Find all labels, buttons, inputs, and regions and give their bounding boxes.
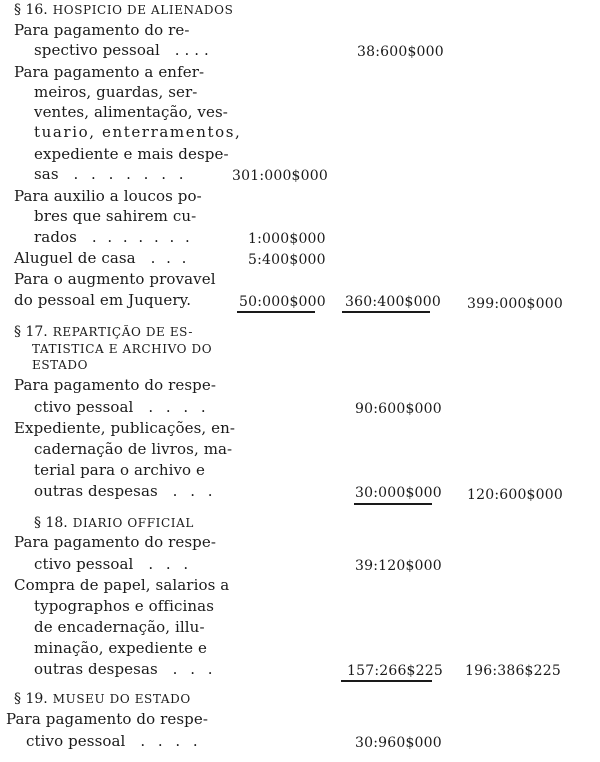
item-text: minação, expediente e [34, 639, 207, 657]
amount: 50:000$000 [239, 294, 326, 310]
item-text: rados . . . . . . . [34, 228, 193, 246]
section-number: § 19. [14, 691, 48, 707]
item-text: Aluguel de casa . . . [14, 249, 190, 267]
item-text: spectivo pessoal . . . . [34, 41, 209, 59]
item-text: ctivo pessoal . . . . [26, 732, 202, 750]
amount: 90:600$000 [355, 401, 442, 417]
item-text: Para pagamento do respe- [14, 376, 217, 394]
item-text: typographos e officinas [34, 597, 214, 615]
section-number: § 16. [14, 2, 48, 18]
section-title: REPARTIÇÃO DE ES- [52, 325, 194, 339]
item-text: Compra de papel, salarios a [14, 576, 230, 594]
item-text: sas . . . . . . . [34, 165, 188, 183]
item-text: Expediente, publicações, en- [14, 419, 236, 437]
section-18-heading [34, 515, 194, 532]
item-text: outras despesas . . . [34, 482, 217, 500]
underline-rule [341, 680, 432, 682]
amount: 5:400$000 [248, 252, 326, 268]
item-text: bres que sahirem cu- [34, 207, 197, 225]
item-text: ctivo pessoal . . . . [34, 398, 210, 416]
section-title: HOSPICIO DE ALIENADOS [52, 3, 234, 17]
item-text: de encadernação, illu- [34, 618, 205, 636]
item-text: ventes, alimentação, ves- [34, 103, 228, 121]
total-amount: 196:386$225 [465, 663, 561, 679]
item-text: ctivo pessoal . . . [34, 555, 193, 573]
section-16-heading [14, 2, 233, 19]
amount: 157:266$225 [347, 663, 443, 679]
item-text: tuario, enterramentos, [34, 123, 242, 141]
amount: 39:120$000 [355, 558, 442, 574]
item-text: do pessoal em Juquery. [14, 291, 192, 309]
section-number: § 18. [34, 515, 68, 531]
section-title: MUSEU DO ESTADO [52, 692, 191, 706]
amount: 30:960$000 [355, 735, 442, 751]
item-text: Para auxilio a loucos po- [14, 187, 202, 205]
section-number: § 17. [14, 324, 48, 340]
item-text: cadernação de livros, ma- [34, 440, 233, 458]
item-text: expediente e mais despe- [34, 145, 229, 163]
underline-rule [354, 503, 432, 505]
subtotal-amount: 360:400$000 [345, 294, 441, 310]
item-text: Para pagamento a enfer- [14, 63, 205, 81]
section-title: ESTADO [32, 358, 89, 372]
item-text: Para o augmento provavel [14, 270, 216, 288]
underline-rule [237, 311, 315, 313]
item-text: Para pagamento do respe- [6, 710, 209, 728]
amount: 301:000$000 [232, 168, 328, 184]
item-text: outras despesas . . . [34, 660, 217, 678]
item-text: Para pagamento do respe- [14, 533, 217, 551]
section-title: DIARIO OFFICIAL [72, 516, 194, 530]
total-amount: 399:000$000 [467, 296, 563, 312]
item-text: Para pagamento do re- [14, 21, 190, 39]
section-17-heading [14, 324, 193, 341]
item-text: terial para o archivo e [34, 461, 206, 479]
amount: 38:600$000 [357, 44, 444, 60]
total-amount: 120:600$000 [467, 487, 563, 503]
item-text: meiros, guardas, ser- [34, 83, 198, 101]
amount: 30:000$000 [355, 485, 442, 501]
underline-rule [342, 311, 430, 313]
section-19-heading [14, 691, 191, 708]
section-title: TATISTICA E ARCHIVO DO [32, 342, 213, 356]
amount: 1:000$000 [248, 231, 326, 247]
